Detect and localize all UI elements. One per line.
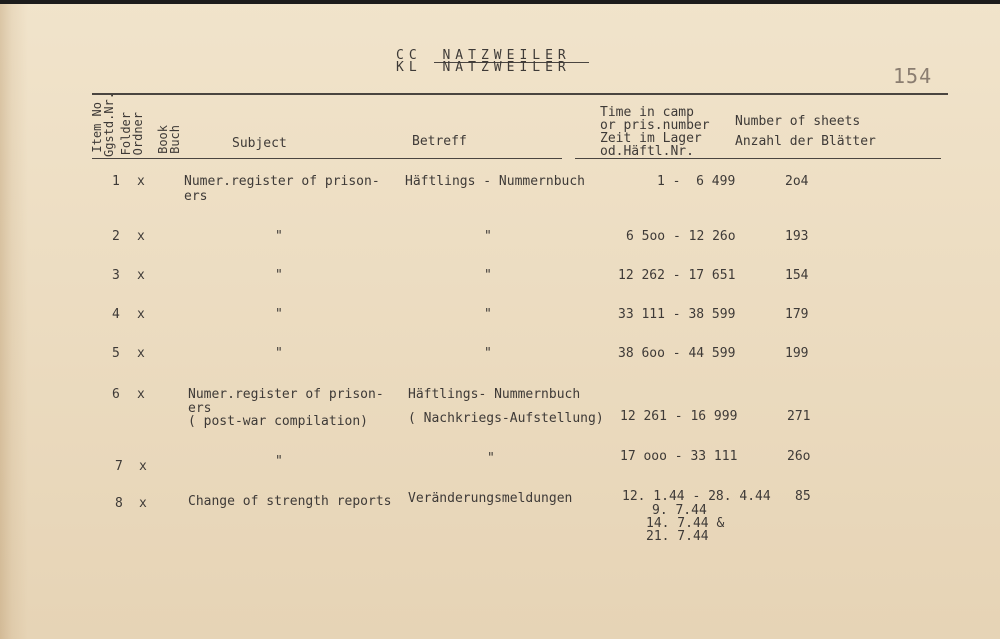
col-buch: Buch <box>168 125 182 154</box>
camp-prefix-cc: CC <box>396 48 422 63</box>
row-subject: " <box>275 454 283 469</box>
row-time: 33 111 - 38 599 <box>618 307 736 322</box>
col-ordner: Ordner <box>131 112 145 156</box>
row-betreff: " <box>484 268 492 283</box>
subject-line: ( post-war compilation) <box>188 414 369 429</box>
row-item-no: 3 <box>112 268 120 283</box>
row-folder-mark: x <box>139 459 147 474</box>
row-betreff: " <box>484 229 492 244</box>
camp-prefix-kl: KL <box>396 60 422 75</box>
betreff-line: Häftlings- Nummernbuch <box>408 387 581 402</box>
row-time: 17 ooo - 33 111 <box>620 449 738 464</box>
row-time: 12 262 - 17 651 <box>618 268 736 283</box>
row-sheets: 85 <box>795 489 811 504</box>
camp-title-line2 <box>396 60 571 75</box>
col-sheets-heading <box>735 112 876 152</box>
page-number-stamp: 154 <box>893 64 933 88</box>
row-time: 38 6oo - 44 599 <box>618 346 736 361</box>
row-folder-mark: x <box>137 307 145 322</box>
time-heading-line3: Zeit im Lager <box>600 131 702 146</box>
col-book: Book <box>156 125 170 154</box>
col-item-no: Item No <box>90 102 104 153</box>
row-subject: " <box>275 307 283 322</box>
row-item-no: 4 <box>112 307 120 322</box>
row-folder-mark: x <box>139 496 147 511</box>
header-bottom-rule-left <box>92 158 562 159</box>
col-subject: Subject <box>232 136 287 151</box>
row-betreff: " <box>484 307 492 322</box>
subject-line: ers <box>184 189 208 204</box>
row-sheets: 2o4 <box>785 174 809 189</box>
subject-line: Numer.register of prison- <box>188 387 384 402</box>
time-line: 12. 1.44 - 28. 4.44 <box>622 489 771 504</box>
header-bottom-rule-right <box>575 158 941 159</box>
row-item-no: 7 <box>115 459 123 474</box>
row-time: 12 261 - 16 999 <box>620 409 738 424</box>
row-sheets: 154 <box>785 268 809 283</box>
camp-name-line2: NATZWEILER <box>442 60 571 75</box>
time-heading-line1: Time in camp <box>600 105 694 120</box>
row-sheets: 199 <box>785 346 809 361</box>
row-time: 6 5oo - 12 26o <box>626 229 736 244</box>
row-folder-mark: x <box>137 268 145 283</box>
row-folder-mark: x <box>137 174 145 189</box>
row-betreff: " <box>487 451 495 466</box>
sheets-heading-line2: Anzahl der Blätter <box>735 134 876 149</box>
col-time-heading <box>600 106 710 158</box>
camp-name-line1: NATZWEILER <box>442 48 571 63</box>
row-item-no: 8 <box>115 496 123 511</box>
row-sheets: 179 <box>785 307 809 322</box>
time-line: 21. 7.44 <box>646 529 709 544</box>
time-heading-line2: or pris.number <box>600 118 710 133</box>
sheets-heading-line1: Number of sheets <box>735 114 861 129</box>
row-subject: " <box>275 229 283 244</box>
row-folder-mark: x <box>137 387 145 402</box>
row-betreff: Häftlings - Nummernbuch <box>405 174 586 189</box>
row-subject: " <box>275 346 283 361</box>
row-folder-mark: x <box>137 229 145 244</box>
betreff-line: ( Nachkriegs-Aufstellung) <box>408 411 604 426</box>
row-subject <box>184 174 380 204</box>
col-betreff: Betreff <box>412 134 467 149</box>
row-subject: Change of strength reports <box>188 494 392 509</box>
row-sheets: 26o <box>787 449 811 464</box>
document-page <box>0 4 1000 639</box>
row-sheets: 193 <box>785 229 809 244</box>
row-item-no: 6 <box>112 387 120 402</box>
row-item-no: 2 <box>112 229 120 244</box>
row-item-no: 1 <box>112 174 120 189</box>
subject-line: Numer.register of prison- <box>184 174 380 189</box>
col-ggstd-nr: Ggstd.Nr. <box>102 92 116 158</box>
row-betreff: Veränderungsmeldungen <box>408 491 573 506</box>
row-subject: " <box>275 268 283 283</box>
row-sheets: 271 <box>787 409 811 424</box>
subject-line: ers <box>188 401 212 416</box>
col-folder: Folder <box>119 112 133 156</box>
row-folder-mark: x <box>137 346 145 361</box>
time-heading-line4: od.Häftl.Nr. <box>600 144 694 159</box>
time-line: 14. 7.44 & <box>646 516 725 531</box>
header-top-rule <box>92 93 948 95</box>
row-betreff: " <box>484 346 492 361</box>
time-line: 9. 7.44 <box>652 503 707 518</box>
row-item-no: 5 <box>112 346 120 361</box>
row-betreff <box>408 387 604 425</box>
row-time <box>622 489 771 543</box>
row-subject <box>188 387 384 428</box>
row-time: 1 - 6 499 <box>657 174 736 189</box>
